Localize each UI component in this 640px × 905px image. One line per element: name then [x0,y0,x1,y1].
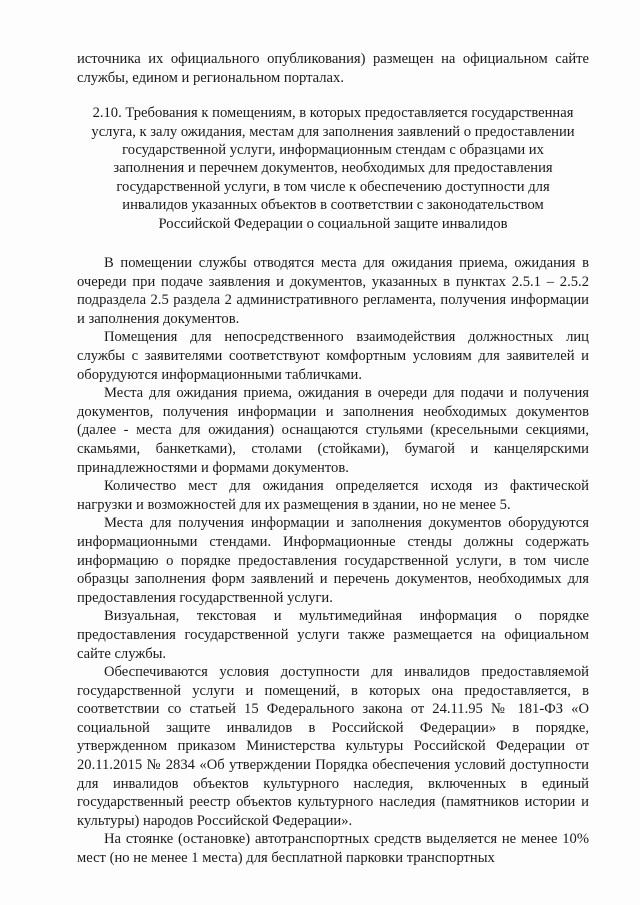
paragraph-interaction-rooms: Помещения для непосредственного взаимодействия должностных лиц службы с заявителями соответствуют комфортным условиям для заявителей и оборудуются информационными табличками. [77,329,589,383]
paragraph-information-stands: Места для получения информации и заполнения документов оборудуются информационными стендами. Информационные стенды должны содержать информацию о порядке предоставления государственной услуги, в том числе образцы заполнения форм заявлений и перечень документов, необходимых для предоставления государственной услуги. [77,515,589,606]
paragraph-waiting-areas: В помещении службы отводятся места для ожидания приема, ожидания в очереди при подаче заявления и документов, указанных в пунктах 2.5.1 – 2.5.2 подраздела 2.5 раздела 2 административного регламента, получения информации и заполнения документов. [77,255,589,327]
paragraph-multimedia-info: Визуальная, текстовая и мультимедийная информация о порядке предоставления государственной услуги также размещается на официальном сайте службы. [77,608,589,662]
paragraph-waiting-equipment: Места для ожидания приема, ожидания в очереди для подачи и получения документов, получения информации и заполнения необходимых документов (далее - места для ожидания) оснащаются стульями (кресельными секциями, скамьями, банкетками), столами (стойками), бумагой и канцелярскими принадлежностями и формами документов. [77,385,589,476]
paragraph-seat-count: Количество мест для ожидания определяется исходя из фактической нагрузки и возможностей для их размещения в здании, но не менее 5. [77,478,589,513]
section-heading: 2.10. Требования к помещениям, в которых предоставляется государственная услуга, к залу ожидания, местам для заполнения заявлений о предоставлении государственной услуги, информационным стендам с образцами их заполнения и перечнем документов, необходимых для предоставления государственной услуги, в том числе к обеспечению доступности для инвалидов указанных объектов в соответствии с законодательством Российской Федерации о социальной защите инвалидов [91,105,575,232]
document-body [77,50,589,868]
paragraph-parking: На стоянке (остановке) автотранспортных средств выделяется не менее 10% мест (но не менее 1 места) для бесплатной парковки транспортных [77,831,589,867]
paragraph-accessibility: Обеспечиваются условия доступности для инвалидов предоставляемой государственной услуги и помещений, в которых она предоставляется, в соответствии со статьей 15 Федерального закона от 24.11.95 № 181-ФЗ «О социальной защите инвалидов в Российской Федерации» в порядке, утвержденном приказом Министерства культуры Российской Федерации от 20.11.2015 № 2834 «Об утверждении Порядка обеспечения условий доступности для инвалидов объектов культурного наследия, включенных в единый государственный реестр объектов культурного наследия (памятников истории и культуры) народов Российской Федерации». [77,664,589,829]
continuation-text: источника их официального опубликования) размещен на официальном сайте службы, едином и региональном порталах. [77,51,589,86]
